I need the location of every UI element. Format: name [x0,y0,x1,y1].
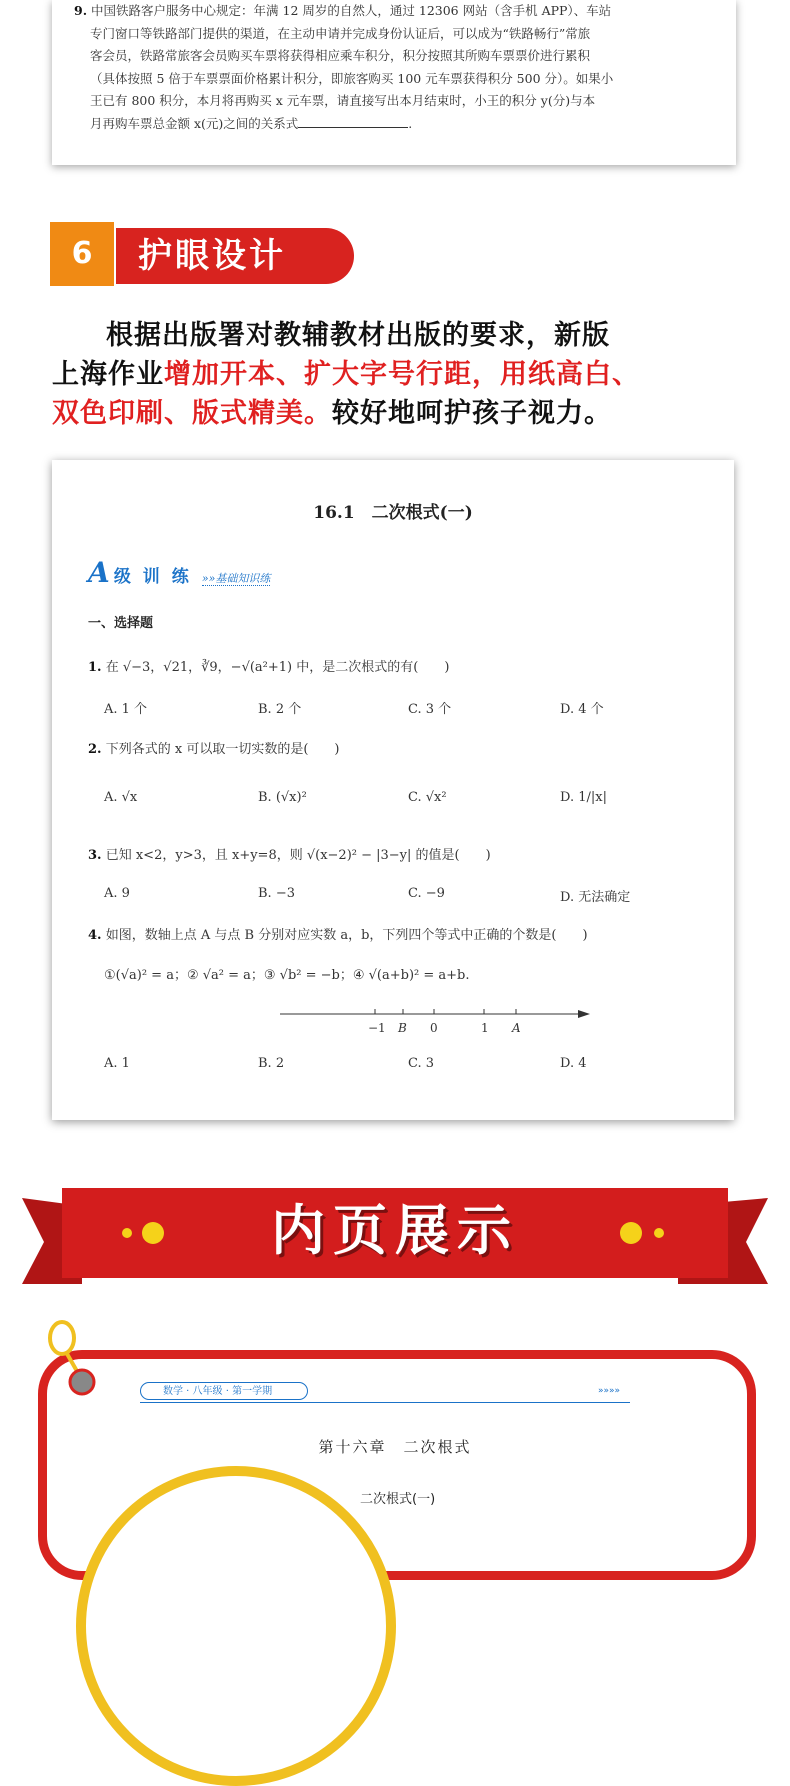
ring-hole [70,1370,94,1394]
q9-line-4: （具体按照 5 倍于车票票面价格累计积分，即旅客购买 100 元车票获得积分 500 分）。如果小 [90,70,614,86]
binder-ring-icon [40,1318,110,1398]
intro-line-3: 双色印刷、版式精美。较好地呵护孩子视力。 [52,398,612,429]
intro-highlight-1: 增加开本、扩大字号行距，用纸高白、 [164,359,640,390]
label-b: B [398,1021,407,1035]
q9-line-5: 王已有 800 积分，本月将再购买 x 元车票，请直接写出本月结束时，小王的积分 y(分)与本 [90,93,596,108]
q9-number: 9. [74,3,88,18]
number-line [272,1000,602,1040]
q1-option-d: D. 4 个 [560,702,604,717]
q4-option-a: A. 1 [104,1056,130,1071]
section-title: 护眼设计 [116,228,354,284]
label-minus-1: −1 [368,1021,386,1035]
q3-option-b: B. −3 [258,886,295,901]
worksheet-title: 16.1 二次根式(一) [313,503,473,523]
section-heading: 一、选择题 [88,616,154,631]
q1-option-b: B. 2 个 [258,702,302,717]
q3-option-d: D. 无法确定 [560,890,631,905]
q3-option-c: C. −9 [408,886,445,901]
q9-line-1: 9. 中国铁路客户服务中心规定：年满 12 周岁的自然人，通过 12306 网站（含手机 APP）、车站 [74,3,612,18]
level-label: 级 训 练 [113,567,192,587]
section-number-badge: 6 [50,222,114,286]
label-0: 0 [430,1021,438,1035]
preview-header-tab: 数学 · 八年级 · 第一学期 [140,1382,308,1400]
question-9-text [74,0,714,135]
q9-line-6: 月再购车票总金额 x(元)之间的关系式 . [90,115,413,131]
q9-line-2: 专门窗口等铁路部门提供的渠道，在主动申请并完成身份认证后，可以成为“铁路畅行”常旅 [90,25,591,41]
worksheet-sample [52,460,734,1120]
preview-subsection: 二次根式(一) [360,1492,436,1507]
preview-arrows: »»»» [598,1386,621,1396]
q4-option-d: D. 4 [560,1056,587,1071]
question-9-card [52,0,736,165]
q1-option-c: C. 3 个 [408,702,452,717]
intro-highlight-2: 双色印刷、版式精美。 [52,398,332,429]
level-a-heading [88,556,270,589]
q1-option-a: A. 1 个 [104,702,148,717]
q4-formula: ①(√a)² = a；② √a² = a；③ √b² = −b；④ √(a+b)² = a+b. [104,968,470,983]
ring-loop [50,1322,74,1354]
banner-title: 内页展示 [271,1199,519,1262]
q3-option-a: A. 9 [104,886,130,901]
preview-chapter-title: 第十六章 二次根式 [318,1438,472,1456]
q2-option-b: B. (√x)² [258,790,307,805]
q4-option-b: B. 2 [258,1056,285,1071]
intro-paragraph [52,316,752,433]
level-subtitle: »»基础知识练 [201,572,271,585]
q4-option-c: C. 3 [408,1056,435,1071]
arrow-right-icon [578,1010,590,1018]
magnifier-lens [76,1466,396,1786]
question-4: 4. 如图，数轴上点 A 与点 B 分别对应实数 a，b，下列四个等式中正确的个数是( ) [88,928,588,943]
question-3: 3. 已知 x<2，y>3，且 x+y=8，则 √(x−2)² − |3−y| 的值是( ) [88,848,491,863]
intro-line-1: 根据出版署对教辅教材出版的要求，新版 [106,320,610,351]
preview-header-rule [140,1402,630,1403]
q2-option-c: C. √x² [408,790,447,805]
label-a: A [512,1021,521,1035]
answer-blank [298,115,408,128]
question-2: 2. 下列各式的 x 可以取一切实数的是( ) [88,742,340,757]
label-1: 1 [481,1021,489,1035]
level-letter: A [88,556,110,589]
question-1: 1. 在 √−3，√21，∛9，−√(a²+1) 中，是二次根式的有( ) [88,660,450,675]
q9-line-3: 客会员，铁路常旅客会员购买车票将获得相应乘车积分，积分按照其所购车票票价进行累积 [90,48,591,63]
q2-option-a: A. √x [104,790,138,805]
q2-option-d: D. 1/|x| [560,790,607,805]
intro-line-2: 上海作业增加开本、扩大字号行距，用纸高白、 [52,359,640,390]
